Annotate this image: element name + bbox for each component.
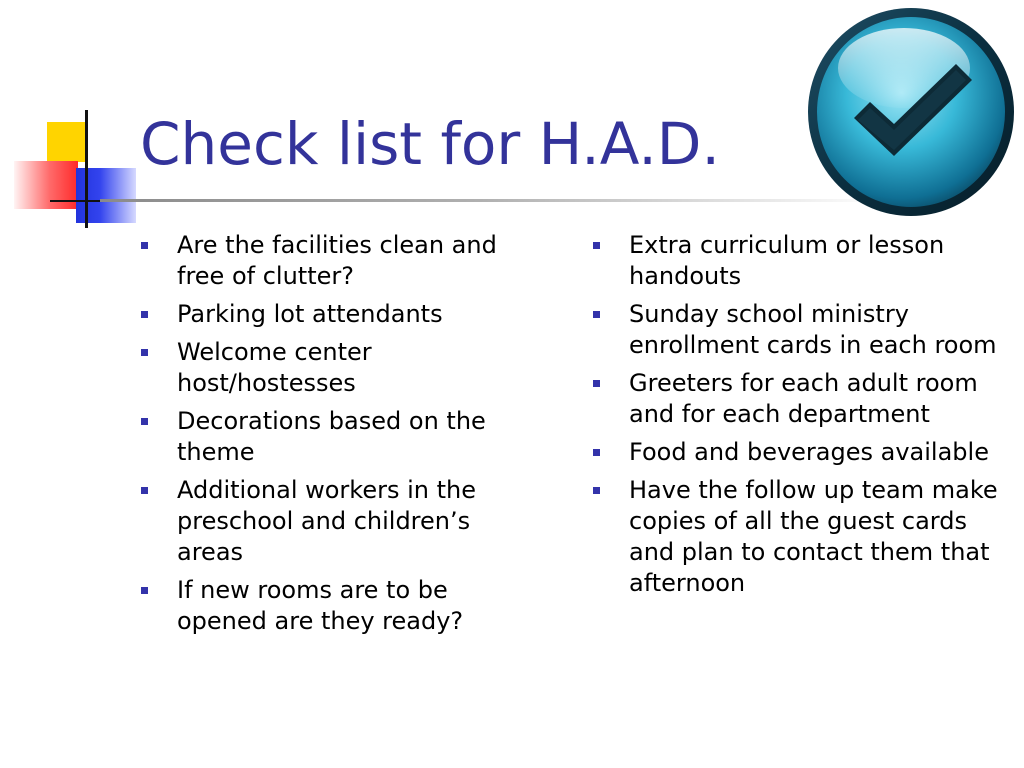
slide-title: Check list for H.A.D. [140, 110, 720, 178]
list-item [140, 337, 530, 399]
list-item [592, 475, 1012, 599]
list-item-text: Parking lot attendants [177, 300, 443, 328]
list-item [592, 368, 1012, 430]
list-item-text: Decorations based on the theme [177, 407, 486, 466]
bullet-square-icon [593, 311, 600, 318]
title-underline [100, 199, 860, 202]
bullet-square-icon [141, 311, 148, 318]
list-item-text: Have the follow up team make copies of all the guest cards and plan to contact them that afternoon [629, 476, 998, 597]
bullet-square-icon [141, 487, 148, 494]
list-item-text: Additional workers in the preschool and children’s areas [177, 476, 476, 566]
checkmark-icon [806, 6, 1016, 218]
bullet-square-icon [141, 242, 148, 249]
decor-vertical-line [85, 110, 88, 228]
list-item [592, 437, 1012, 468]
bullet-square-icon [141, 349, 148, 356]
list-item [140, 406, 530, 468]
list-item [592, 230, 1012, 292]
left-column [140, 230, 530, 644]
bullet-square-icon [593, 487, 600, 494]
bullet-square-icon [141, 587, 148, 594]
list-item-text: If new rooms are to be opened are they ready? [177, 576, 464, 635]
list-item-text: Greeters for each adult room and for each department [629, 369, 978, 428]
bullet-square-icon [141, 418, 148, 425]
list-item-text: Are the facilities clean and free of clutter? [177, 231, 497, 290]
list-item [140, 299, 530, 330]
decor-yellow-square [47, 122, 85, 162]
list-item [592, 299, 1012, 361]
list-item-text: Extra curriculum or lesson handouts [629, 231, 945, 290]
right-column [592, 230, 1012, 606]
bullet-square-icon [593, 449, 600, 456]
list-item [140, 575, 530, 637]
list-item-text: Welcome center host/hostesses [177, 338, 372, 397]
list-item [140, 475, 530, 568]
bullet-square-icon [593, 380, 600, 387]
list-item-text: Sunday school ministry enrollment cards in each room [629, 300, 997, 359]
list-item-text: Food and beverages available [629, 438, 989, 466]
list-item [140, 230, 530, 292]
bullet-square-icon [593, 242, 600, 249]
